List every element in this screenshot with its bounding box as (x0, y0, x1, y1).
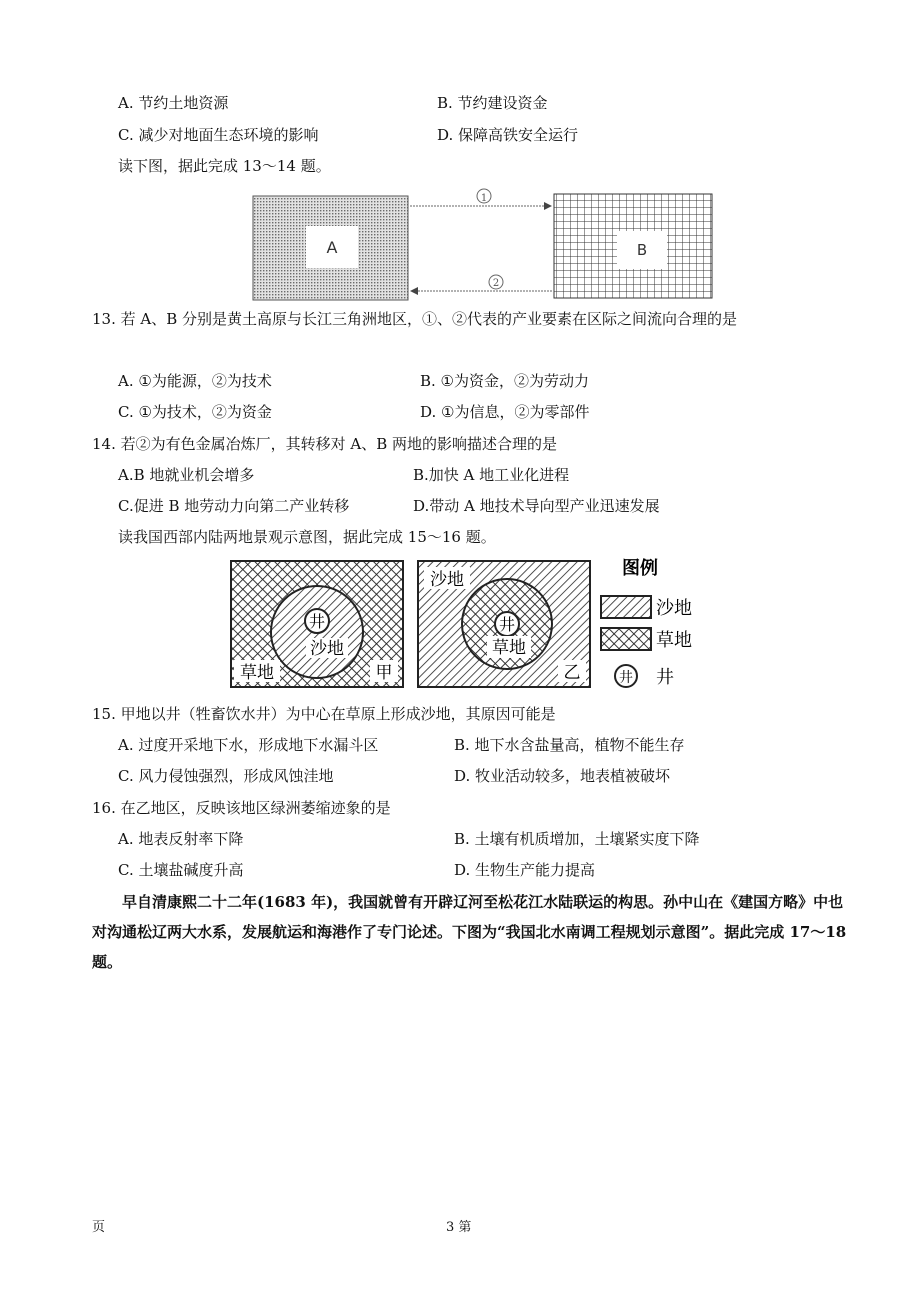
q12-option-a: A. 节约土地资源 (118, 94, 229, 112)
yi-grass-label: 草地 (492, 638, 526, 658)
legend-sand-swatch (601, 596, 651, 618)
q16-option-a: A. 地表反射率下降 (118, 830, 244, 848)
box-a-label: A (326, 238, 338, 257)
q14-stem: 14. 若②为有色金属冶炼厂，其转移对 A、B 两地的影响描述合理的是 (92, 435, 558, 453)
q13-option-b: B. ①为资金，②为劳动力 (420, 372, 590, 390)
box-b-label: B (636, 241, 648, 259)
q12-option-b: B. 节约建设资金 (437, 94, 548, 112)
jia-grass-label: 草地 (240, 663, 274, 683)
q15-option-d: D. 牧业活动较多，地表植被破坏 (454, 767, 671, 785)
q15-option-c: C. 风力侵蚀强烈，形成风蚀洼地 (118, 767, 334, 785)
yi-name-label: 乙 (563, 663, 581, 683)
figure-landscape (228, 554, 700, 690)
q12-option-c: C. 减少对地面生态环境的影响 (118, 126, 319, 144)
yi-sand-label: 沙地 (430, 570, 464, 590)
yi-well-label: 井 (498, 615, 516, 634)
q15-stem: 15. 甲地以井（牲畜饮水井）为中心在草原上形成沙地，其原因可能是 (92, 705, 556, 723)
footer-left: 页 (92, 1220, 106, 1235)
q13-stem: 13. 若 A、B 分别是黄土高原与长江三角洲地区，①、②代表的产业要素在区际之间流向合理的是 (92, 310, 738, 328)
jia-sand-label: 沙地 (310, 639, 344, 659)
q16-option-d: D. 生物生产能力提高 (454, 861, 596, 879)
legend-grass-label: 草地 (656, 630, 692, 651)
legend-well-label: 井 (656, 667, 674, 688)
jia-well-label: 井 (308, 612, 326, 631)
svg-text:1: 1 (480, 193, 488, 204)
q13-option-c: C. ①为技术，②为资金 (118, 403, 272, 421)
q14-option-b: B.加快 A 地工业化进程 (413, 466, 570, 484)
legend-well-symbol: 井 (619, 670, 633, 686)
q15-option-a: A. 过度开采地下水，形成地下水漏斗区 (118, 736, 379, 754)
q12-option-d: D. 保障高铁安全运行 (437, 126, 579, 144)
intro-13-14: 读下图，据此完成 13～14 题。 (118, 157, 331, 175)
legend-sand-label: 沙地 (656, 598, 692, 619)
figure-ab-flow (248, 186, 718, 302)
intro-15-16: 读我国西部内陆两地景观示意图，据此完成 15～16 题。 (118, 528, 496, 546)
q13-option-a: A. ①为能源，②为技术 (118, 372, 272, 390)
page-number: 3 第 (446, 1220, 472, 1235)
legend-grass-swatch (601, 628, 651, 650)
q13-option-d: D. ①为信息，②为零部件 (420, 403, 590, 421)
intro-17-18: 早自清康熙二十二年(1683 年)，我国就曾有开辟辽河至松花江水陆联运的构思。孙中山在《建国方略》中也对沟通松辽两大水系，发展航运和海港作了专门论述。下图为“我国北水南调工程规划示意图”。据此完成 17～18 题。 (92, 893, 847, 971)
q14-option-c: C.促进 B 地劳动力向第二产业转移 (118, 497, 350, 515)
q16-stem: 16. 在乙地区，反映该地区绿洲萎缩迹象的是 (92, 799, 391, 817)
legend-title: 图例 (622, 558, 658, 579)
q16-option-c: C. 土壤盐碱度升高 (118, 861, 244, 879)
svg-text:2: 2 (492, 278, 500, 289)
q14-option-a: A.B 地就业机会增多 (118, 466, 255, 484)
q15-option-b: B. 地下水含盐量高，植物不能生存 (454, 736, 685, 754)
q14-option-d: D.带动 A 地技术导向型产业迅速发展 (413, 497, 660, 515)
jia-name-label: 甲 (375, 663, 393, 683)
q16-option-b: B. 土壤有机质增加，土壤紧实度下降 (454, 830, 700, 848)
